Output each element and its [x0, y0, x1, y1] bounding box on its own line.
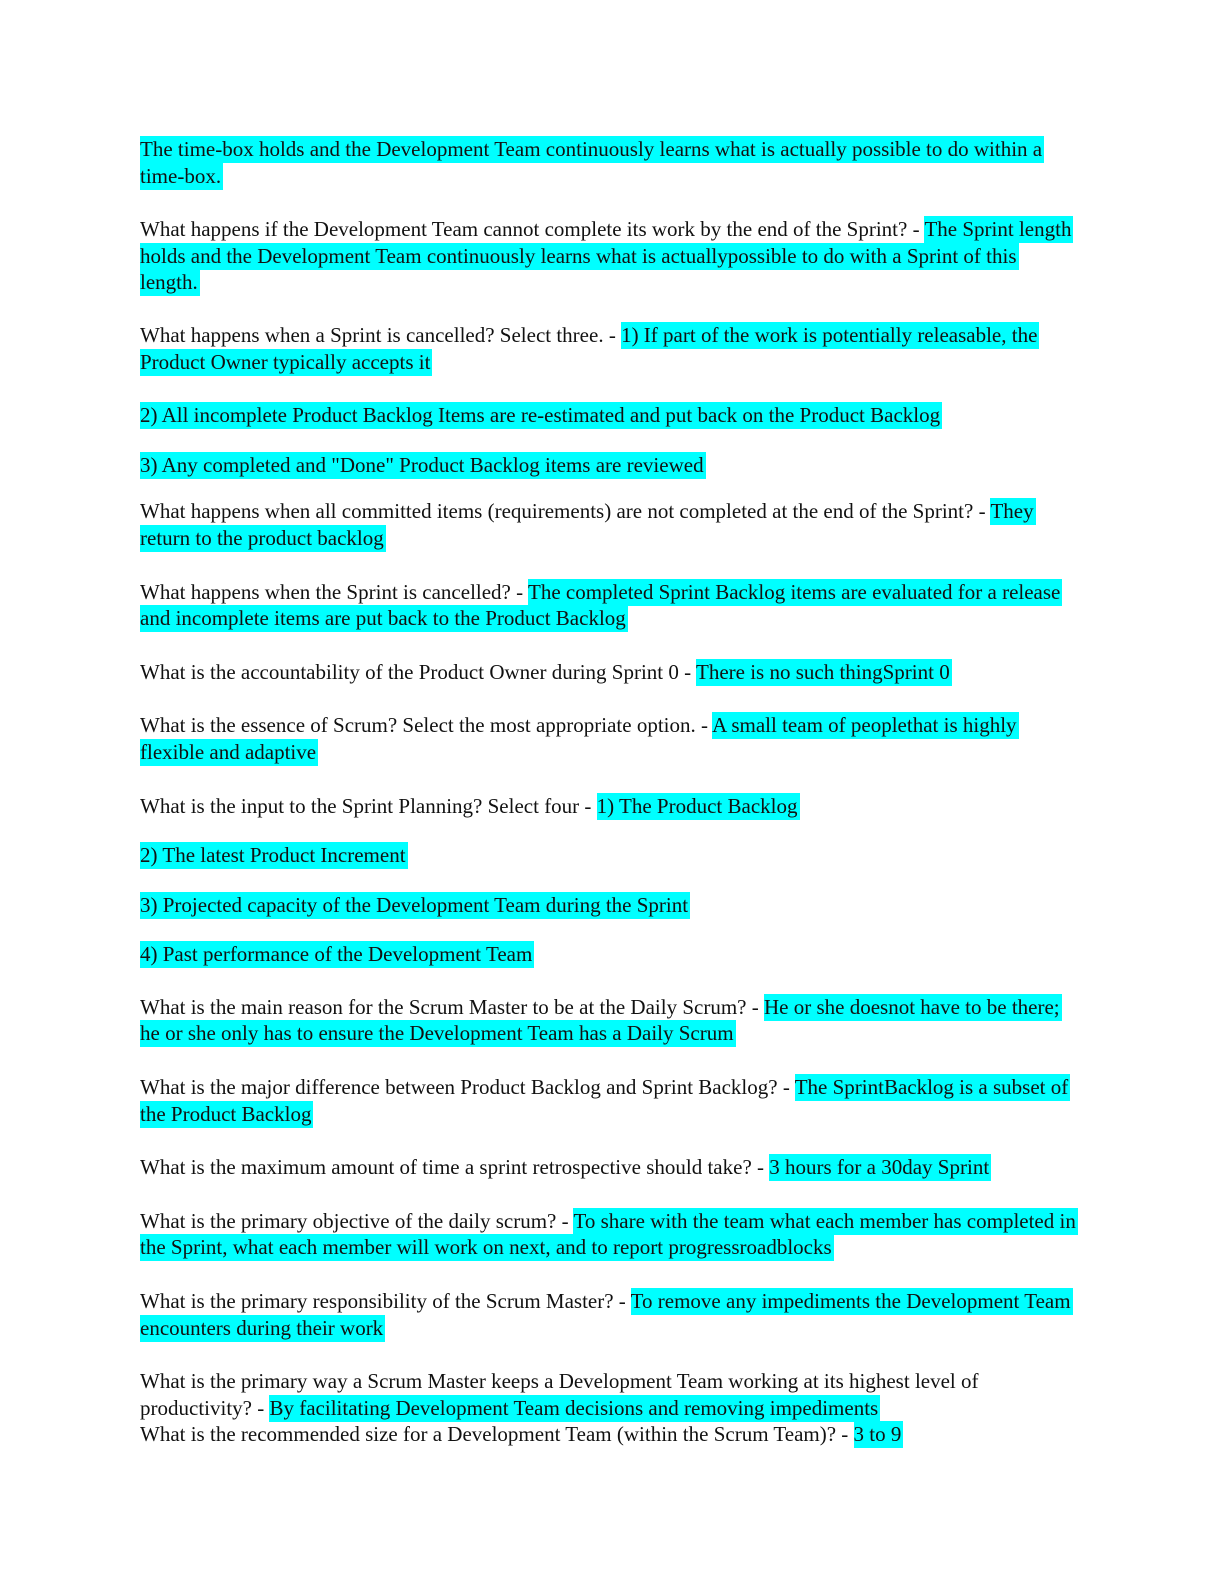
- qa-block-productivity: [140, 1368, 1080, 1421]
- answer-item-2: [140, 402, 1080, 429]
- question-text: What happens when a Sprint is cancelled? Select three. -: [140, 322, 622, 347]
- document-body: [140, 136, 1080, 1448]
- qa-block-daily-scrum-objective: [140, 1208, 1080, 1261]
- answer-item-4: [140, 941, 1080, 968]
- highlighted-answer: To share with the team what each member has completed in the Sprint, what each member will work on next, and to report progressroadblocks: [140, 1208, 1076, 1260]
- highlighted-answer: There is no such thingSprint 0: [696, 659, 950, 684]
- qa-block-team-size: [140, 1421, 1080, 1448]
- question-text: What is the main reason for the Scrum Master to be at the Daily Scrum? -: [140, 994, 764, 1019]
- highlighted-answer: 3) Projected capacity of the Development Team during the Sprint: [140, 892, 689, 917]
- highlighted-answer: They return to the product backlog: [140, 499, 1034, 550]
- answer-item-2: [140, 842, 1080, 869]
- highlighted-answer: 1) If part of the work is potentially releasable, the Product Owner typically accepts it: [140, 322, 1038, 374]
- highlighted-answer: The Sprint length holds and the Development Team continuously learns what is actuallypossible to do with a Sprint of this length.: [140, 217, 1072, 295]
- highlighted-answer: 3 hours for a 30day Sprint: [769, 1155, 990, 1180]
- question-text: What is the primary objective of the daily scrum? -: [140, 1208, 574, 1233]
- qa-block-sprint-cancelled: [140, 579, 1080, 632]
- question-text: What is the maximum amount of time a sprint retrospective should take? -: [140, 1155, 770, 1180]
- highlighted-answer: He or she doesnot have to be there; he or she only has to ensure the Development Team has a Daily Scrum: [140, 994, 1060, 1046]
- qa-block-sprint-cancelled-select-three: [140, 322, 1080, 375]
- question-text: What happens if the Development Team cannot complete its work by the end of the Sprint? -: [140, 217, 925, 242]
- highlighted-answer: By facilitating Development Team decisions and removing impediments: [269, 1395, 879, 1420]
- question-text: What is the recommended size for a Development Team (within the Scrum Team)? -: [140, 1422, 854, 1447]
- qa-block-sprint-planning-input: [140, 793, 1080, 820]
- highlighted-answer: 3 to 9: [853, 1422, 902, 1447]
- highlighted-answer: The SprintBacklog is a subset of the Product Backlog: [140, 1075, 1069, 1126]
- qa-block-backlog-difference: [140, 1074, 1080, 1127]
- question-text: What is the primary responsibility of the Scrum Master? -: [140, 1289, 631, 1314]
- qa-block-retrospective-time: [140, 1154, 1080, 1181]
- qa-block-sprint-zero: [140, 659, 1080, 686]
- highlighted-answer: 4) Past performance of the Development Team: [140, 942, 533, 967]
- answer-block-time-box: [140, 136, 1080, 189]
- highlighted-answer: 1) The Product Backlog: [596, 793, 798, 818]
- question-text: What is the essence of Scrum? Select the most appropriate option. -: [140, 713, 713, 738]
- highlighted-answer: To remove any impediments the Development Team encounters during their work: [140, 1289, 1071, 1340]
- highlighted-answer: 3) Any completed and "Done" Product Backlog items are reviewed: [140, 452, 704, 477]
- qa-block-essence-of-scrum: [140, 712, 1080, 765]
- highlighted-answer: A small team of peoplethat is highly flexible and adaptive: [140, 713, 1017, 764]
- highlighted-answer: The completed Sprint Backlog items are evaluated for a release and incomplete items are put back to the Product Backlog: [140, 579, 1061, 631]
- question-text: What is the input to the Sprint Planning? Select four -: [140, 793, 597, 818]
- question-text: What is the accountability of the Product Owner during Sprint 0 -: [140, 659, 696, 684]
- question-text: What happens when all committed items (requirements) are not completed at the end of the Sprint? -: [140, 499, 991, 524]
- answer-item-3: [140, 452, 1080, 479]
- qa-block-incomplete-work: [140, 216, 1080, 296]
- highlighted-answer: The time-box holds and the Development Team continuously learns what is actually possible to do within a time-box.: [140, 137, 1043, 188]
- highlighted-answer: 2) The latest Product Increment: [140, 843, 406, 868]
- question-text: What happens when the Sprint is cancelled? -: [140, 579, 528, 604]
- qa-block-daily-scrum-reason: [140, 994, 1080, 1047]
- question-text: What is the major difference between Product Backlog and Sprint Backlog? -: [140, 1075, 795, 1100]
- qa-block-committed-items: [140, 498, 1080, 551]
- answer-item-3: [140, 892, 1080, 919]
- highlighted-answer: 2) All incomplete Product Backlog Items are re-estimated and put back on the Product Backlog: [140, 403, 941, 428]
- question-text: What is the primary way a Scrum Master keeps a Development Team working at its highest level of productivity? -: [140, 1369, 979, 1420]
- qa-block-scrum-master-responsibility: [140, 1288, 1080, 1341]
